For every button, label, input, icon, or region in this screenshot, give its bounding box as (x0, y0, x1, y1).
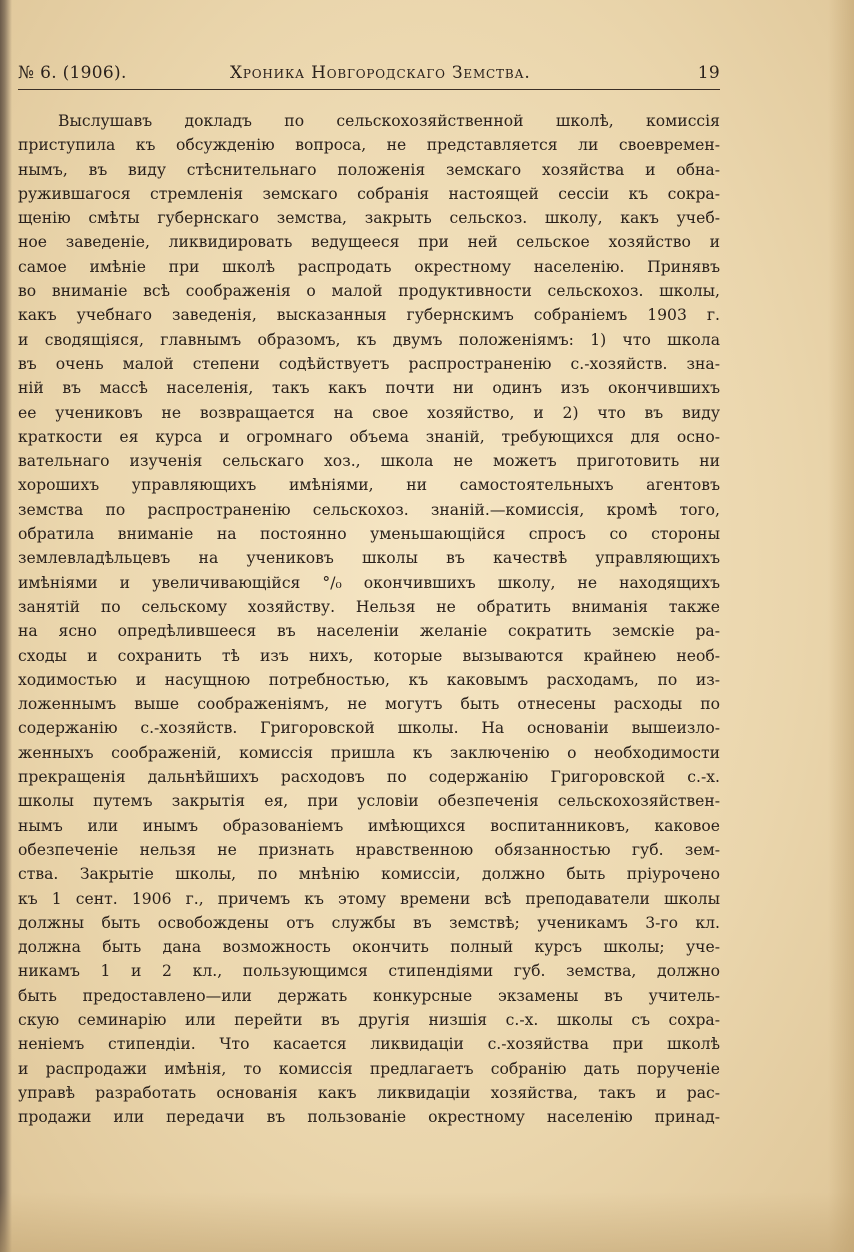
text-line: щенію смѣты губернскаго земства, закрыть сельскоз. школу, какъ учеб- (18, 209, 720, 228)
text-line: какъ учебнаго заведенія, высказанныя губернскимъ собраніемъ 1903 г. (18, 306, 720, 325)
page-number: 19 (697, 63, 720, 83)
text-line: никамъ 1 и 2 кл., пользующимся стипендіями губ. земства, должно (18, 962, 720, 981)
text-line: обезпеченіе нельзя не признать нравственною обязанностью губ. зем- (18, 840, 720, 859)
binding-spine (0, 0, 12, 1252)
text-line: занятій по сельскому хозяйству. Нельзя не обратить вниманія также (18, 597, 720, 616)
text-line: на ясно опредѣлившееся въ населеніи желаніе сократить земскіе ра- (18, 622, 720, 641)
text-line: женныхъ соображеній, комиссія пришла къ заключенію о необходимости (18, 743, 720, 762)
text-line: приступила къ обсужденію вопроса, не представляется ли своевремен- (18, 136, 720, 155)
page-bottom-shadow (0, 1192, 854, 1252)
text-line: нымъ, въ виду стѣснительнаго положенія земскаго хозяйства и обна- (18, 160, 720, 179)
text-line: продажи или передачи въ пользованіе окрестному населенію принад- (18, 1108, 720, 1127)
text-line: ства. Закрытіе школы, по мнѣнію комиссіи, должно быть пріурочено (18, 865, 720, 884)
text-line: скую семинарію или перейти въ другія низшія с.-х. школы съ сохра- (18, 1010, 720, 1029)
header-rule (18, 89, 720, 90)
text-line: прекращенія дальнѣйшихъ расходовъ по содержанію Григоровской с.-х. (18, 768, 720, 787)
text-line: въ очень малой степени содѣйствуетъ распространенію с.-хозяйств. зна- (18, 354, 720, 373)
text-line: ее учениковъ не возвращается на свое хозяйство, и 2) что въ виду (18, 403, 720, 422)
text-line: имѣніями и увеличивающійся °/₀ окончившихъ школу, не находящихъ (18, 573, 720, 592)
text-line: ружившагося стремленія земскаго собранія настоящей сессіи къ сокра- (18, 184, 720, 203)
text-line: содержанію с.-хозяйств. Григоровской школы. На основаніи вышеизло- (18, 719, 720, 738)
text-line: неніемъ стипендіи. Что касается ликвидаціи с.-хозяйства при школѣ (18, 1035, 720, 1054)
text-line: сходы и сохранить тѣ изъ нихъ, которые вызываются крайнею необ- (18, 646, 720, 665)
text-line: должны быть освобождены отъ службы въ земствѣ; ученикамъ 3-го кл. (18, 913, 720, 932)
text-line: къ 1 сент. 1906 г., причемъ къ этому времени всѣ преподаватели школы (18, 889, 720, 908)
text-line: земства по распространенію сельскохоз. знаній.—комиссія, кромѣ того, (18, 500, 720, 519)
text-line: ходимостью и насущною потребностью, къ каковымъ расходамъ, по из- (18, 670, 720, 689)
text-line: ній въ массѣ населенія, такъ какъ почти ни одинъ изъ окончившихъ (18, 379, 720, 398)
running-header (18, 60, 720, 86)
page-edge-shadow (828, 0, 854, 1252)
text-line: вательнаго изученія сельскаго хоз., школа не можетъ приготовить ни (18, 452, 720, 471)
text-line: самое имѣніе при школѣ распродать окрестному населенію. Принявъ (18, 257, 720, 276)
text-line: Выслушавъ докладъ по сельскохозяйственной школѣ, комиссія (58, 112, 720, 130)
text-line: нымъ или инымъ образованіемъ имѣющихся воспитанниковъ, каковое (18, 816, 720, 835)
text-line: быть предоставлено—или держать конкурсные экзамены въ учитель- (18, 986, 720, 1005)
body-paragraph (18, 109, 720, 1129)
text-line: и распродажи имѣнія, то комиссія предлагаетъ собранію дать порученіе (18, 1059, 720, 1078)
text-line: во вниманіе всѣ соображенія о малой продуктивности сельскохоз. школы, (18, 282, 720, 301)
text-line: должна быть дана возможность окончить полный курсъ школы; уче- (18, 938, 720, 957)
journal-title: Хроника Новгородскаго Земства. (230, 63, 531, 83)
text-line: и сводящіяся, главнымъ образомъ, къ двумъ положеніямъ: 1) что школа (18, 330, 720, 349)
text-line: школы путемъ закрытія ея, при условіи обезпеченія сельскохозяйствен- (18, 792, 720, 811)
text-line: хорошихъ управляющихъ имѣніями, ни самостоятельныхъ агентовъ (18, 476, 720, 495)
text-line: краткости ея курса и огромнаго объема знаній, требующихся для осно- (18, 427, 720, 446)
text-line: землевладѣльцевъ на учениковъ школы въ качествѣ управляющихъ (18, 549, 720, 568)
text-line: ложеннымъ выше соображеніямъ, не могутъ быть отнесены расходы по (18, 695, 720, 714)
text-line: обратила вниманіе на постоянно уменьшающійся спросъ со стороны (18, 525, 720, 544)
text-line: ное заведеніе, ликвидировать ведущееся при ней сельское хозяйство и (18, 233, 720, 252)
text-line: управѣ разработать основанія какъ ликвидаціи хозяйства, такъ и рас- (18, 1083, 720, 1102)
issue-number: № 6. (1906). (18, 63, 127, 83)
